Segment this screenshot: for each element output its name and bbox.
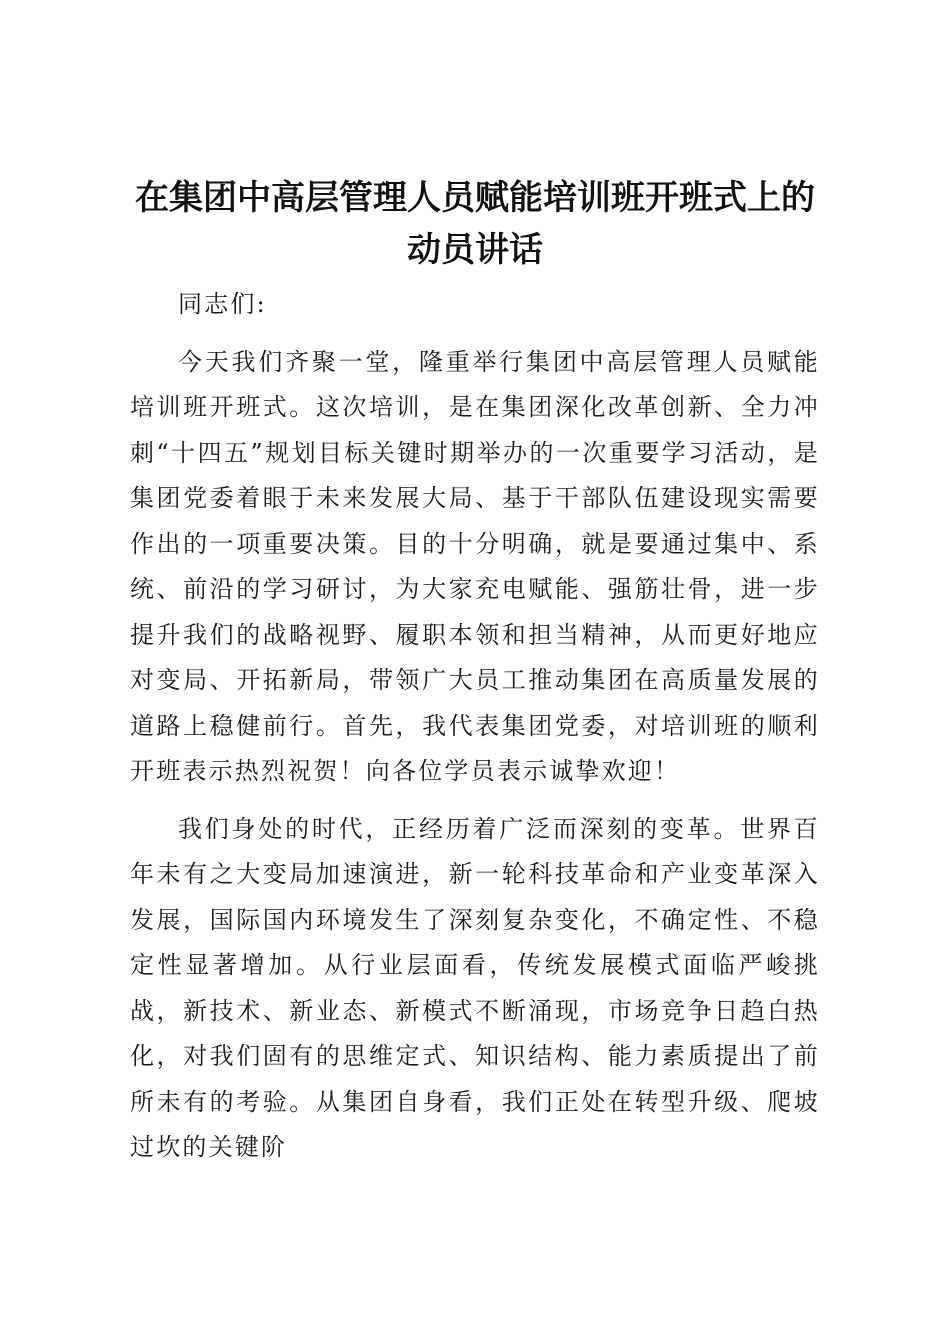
paragraph-1: 今天我们齐聚一堂，隆重举行集团中高层管理人员赋能培训班开班式。这次培训，是在集团深化改革创新、全力冲刺“十四五”规划目标关键时期举办的一次重要学习活动，是集团党委着眼于未来发展大局、基于干部队伍建设现实需要作出的一项重要决策。目的十分明确，就是要通过集中、系统、前沿的学习研讨，为大家充电赋能、强筋壮骨，进一步提升我们的战略视野、履职本领和担当精神，从而更好地应对变局、开拓新局，带领广大员工推动集团在高质量发展的道路上稳健前行。首先，我代表集团党委，对培训班的顺利开班表示热烈祝贺！向各位学员表示诚挚欢迎！ [130,347,820,785]
title-line-2: 动员讲话 [407,230,543,270]
paragraph-2: 我们身处的时代，正经历着广泛而深刻的变革。世界百年未有之大变局加速演进，新一轮科技革命和产业变革深入发展，国际国内环境发生了深刻复杂变化，不确定性、不稳定性显著增加。从行业层面看，传统发展模式面临严峻挑战，新技术、新业态、新模式不断涌现，市场竞争日趋白热化，对我们固有的思维定式、知识结构、能力素质提出了前所未有的考验。从集团自身看，我们正处在转型升级、爬坡过坎的关键阶 [130,814,820,1161]
salutation: 同志们: [178,290,267,318]
document-body [130,282,820,1183]
title-line-1: 在集团中高层管理人员赋能培训班开班式上的 [135,178,815,218]
document-title [112,172,838,276]
